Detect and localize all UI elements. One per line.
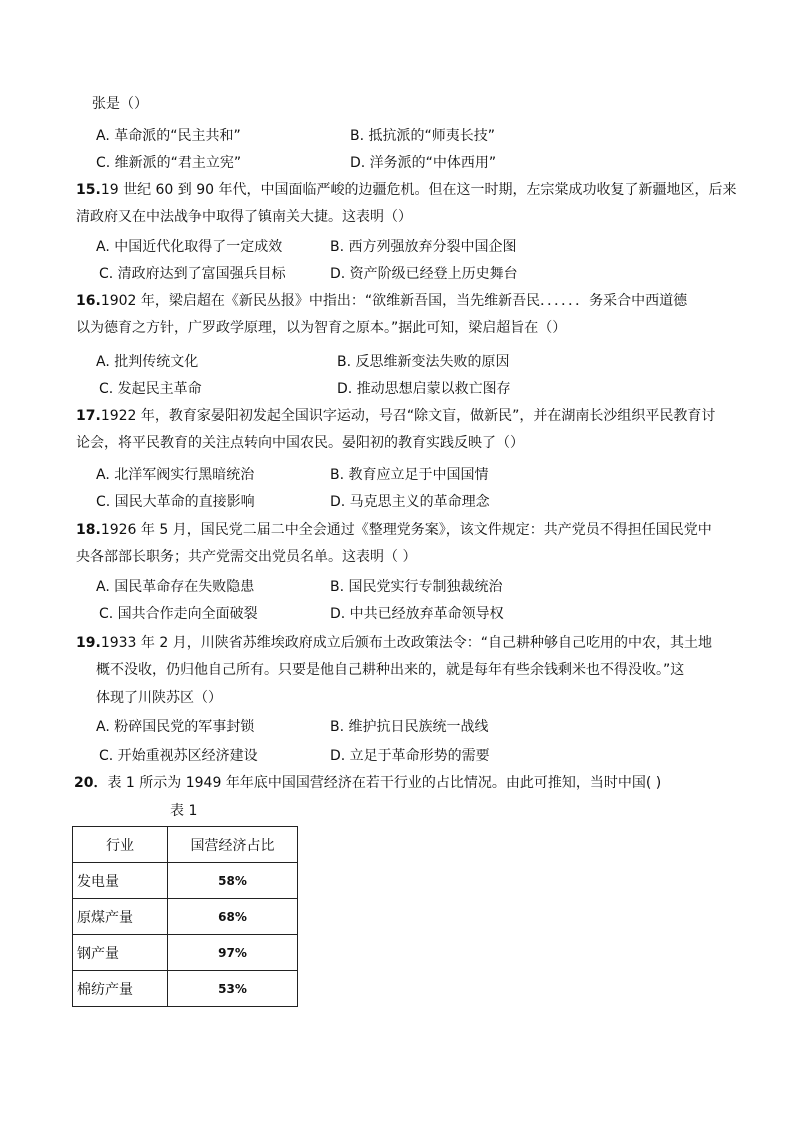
- header-state-share: 国营经济占比: [168, 827, 298, 863]
- table-caption: 表 1: [170, 803, 198, 819]
- q20-stem-text-1: 表 1 所示为 1949 年年底中国国营经济在若干行业的占比情况。由此可推知，当时中国( ): [107, 775, 662, 791]
- q17-stem-line-1: [76, 406, 715, 426]
- q18-option-a: A. 国民革命存在失败隐患: [96, 579, 255, 595]
- q15-stem-text-1: 19 世纪 60 到 90 年代，中国面临严峻的边疆危机。但在这一时期，左宗棠成功收复了新疆地区，后来: [100, 182, 737, 198]
- q16-stem-line-2: 以为德育之方针，广罗政学原理，以为智育之原本。”据此可知，梁启超旨在（）: [76, 320, 567, 336]
- q18-stem-text-1: 1926 年 5 月，国民党二届二中全会通过《整理党务案》，该文件规定：共产党员不得担任国民党中: [100, 522, 712, 538]
- q19-stem-line-3: 体现了川陕苏区（）: [96, 690, 222, 706]
- q15-option-b: B. 西方列强放弃分裂中国企图: [330, 239, 517, 255]
- q18-stem-line-1: [76, 520, 712, 540]
- row-industry: 原煤产量: [73, 899, 168, 935]
- q17-option-a: A. 北洋军阀实行黑暗统治: [96, 467, 255, 483]
- q15-stem-line-2: 清政府又在中法战争中取得了镇南关大捷。这表明（）: [76, 209, 412, 225]
- table-row: [73, 863, 298, 899]
- q19-stem-line-2: 概不没收，仍归他自己所有。只要是他自己耕种出来的，就是每年有些余钱剩米也不得没收。”这: [96, 662, 685, 678]
- q16-option-b: B. 反思维新变法失败的原因: [337, 354, 510, 370]
- q19-option-d: D. 立足于革命形势的需要: [330, 748, 490, 764]
- q16-option-d: D. 推动思想启蒙以救亡图存: [337, 381, 511, 397]
- q18-option-b: B. 国民党实行专制独裁统治: [330, 579, 503, 595]
- q15-option-d: D. 资产阶级已经登上历史舞台: [330, 266, 518, 282]
- row-industry: 棉纺产量: [73, 971, 168, 1007]
- table-row: [73, 899, 298, 935]
- q14-option-d: D. 洋务派的“中体西用”: [350, 155, 497, 171]
- header-industry: 行业: [73, 827, 168, 863]
- q20-number: 20．: [74, 775, 108, 791]
- q16-option-c: C. 发起民主革命: [99, 381, 202, 397]
- q14-option-c: C. 维新派的“君主立宪”: [96, 155, 242, 171]
- q18-option-c: C. 国共合作走向全面破裂: [99, 606, 258, 622]
- row-share: 53%: [168, 971, 298, 1007]
- row-industry: 发电量: [73, 863, 168, 899]
- q16-number: 16.: [76, 293, 101, 309]
- q18-number: 18.: [76, 522, 101, 538]
- table-row: [73, 971, 298, 1007]
- q16-stem-line-1: [76, 291, 687, 311]
- row-share: 97%: [168, 935, 298, 971]
- table-row: [73, 935, 298, 971]
- q17-stem-text-1: 1922 年，教育家晏阳初发起全国识字运动，号召“除文盲，做新民”，并在湖南长沙组织平民教育讨: [100, 408, 716, 424]
- row-share: 68%: [168, 899, 298, 935]
- q17-stem-line-2: 论会，将平民教育的关注点转向中国农民。晏阳初的教育实践反映了（）: [76, 435, 524, 451]
- q19-option-b: B. 维护抗日民族统一战线: [330, 719, 489, 735]
- q19-stem-text-1: 1933 年 2 月，川陕省苏维埃政府成立后颁布土改政策法令：“自己耕种够自己吃用的中农，其土地: [100, 635, 712, 651]
- row-industry: 钢产量: [73, 935, 168, 971]
- q15-option-a: A. 中国近代化取得了一定成效: [96, 239, 283, 255]
- q19-option-a: A. 粉碎国民党的军事封锁: [96, 719, 255, 735]
- q19-number: 19.: [76, 635, 101, 651]
- row-share: 58%: [168, 863, 298, 899]
- q16-option-a: A. 批判传统文化: [96, 354, 199, 370]
- q15-option-c: C. 清政府达到了富国强兵目标: [99, 266, 286, 282]
- q17-option-d: D. 马克思主义的革命理念: [330, 494, 490, 510]
- q19-stem-line-1: [76, 633, 712, 653]
- q20-stem-line-1: [74, 773, 661, 793]
- q19-option-c: C. 开始重视苏区经济建设: [99, 748, 258, 764]
- q14-stem-tail: 张是（）: [92, 96, 148, 112]
- q15-stem-line-1: [76, 180, 737, 200]
- q18-option-d: D. 中共已经放弃革命领导权: [330, 606, 504, 622]
- q15-number: 15.: [76, 182, 101, 198]
- q17-option-b: B. 教育应立足于中国国情: [330, 467, 489, 483]
- q17-number: 17.: [76, 408, 101, 424]
- q16-stem-text-1: 1902 年，梁启超在《新民丛报》中指出：“欲维新吾国，当先维新吾民．．．．．．务采合中西道德: [100, 293, 688, 309]
- q17-option-c: C. 国民大革命的直接影响: [96, 494, 255, 510]
- q18-stem-line-2: 央各部部长职务；共产党需交出党员名单。这表明（ ）: [76, 549, 417, 565]
- q14-option-b: B. 抵抗派的“师夷长技”: [350, 128, 496, 144]
- sector-share-table: [72, 826, 298, 1007]
- table-header-row: [73, 827, 298, 863]
- q14-option-a: A. 革命派的“民主共和”: [96, 128, 241, 144]
